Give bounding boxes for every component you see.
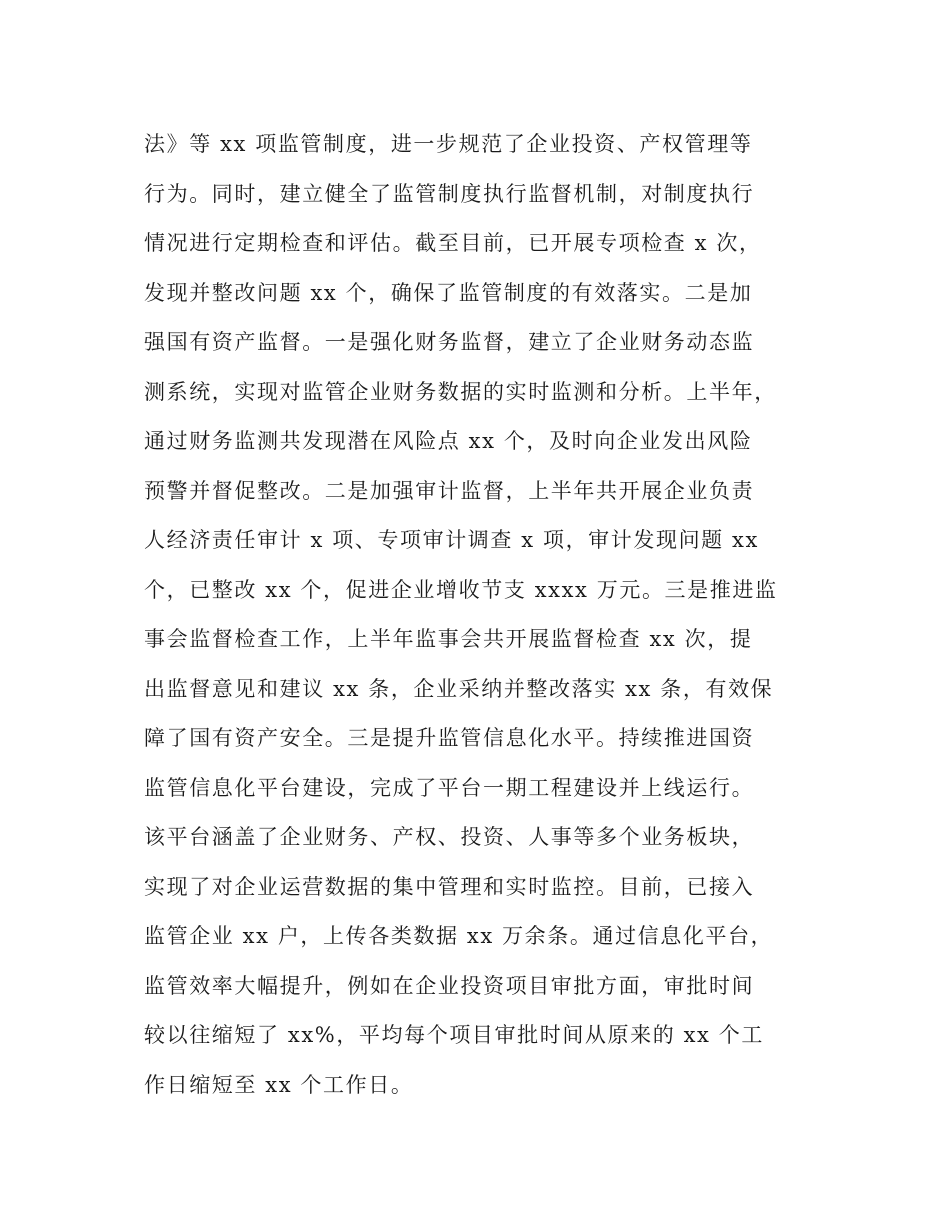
text-line: 出监督意见和建议 xx 条，企业采纳并整改落实 xx 条，有效保 bbox=[144, 676, 774, 701]
text-line: 预警并督促整改。二是加强审计监督，上半年共开展企业负责 bbox=[144, 478, 755, 503]
text-line: 事会监督检查工作，上半年监事会共开展监督检查 xx 次，提 bbox=[144, 627, 753, 651]
text-line: 发现并整改问题 xx 个，确保了监管制度的有效落实。二是加 bbox=[144, 280, 753, 305]
text-line: 监管信息化平台建设，完成了平台一期工程建设并上线运行。 bbox=[144, 775, 755, 800]
text-line: 实现了对企业运营数据的集中管理和实时监控。目前，已接入 bbox=[144, 874, 755, 899]
text-line: 人经济责任审计 x 项、专项审计调查 x 项，审计发现问题 xx bbox=[144, 528, 759, 552]
text-line: 监管效率大幅提升，例如在企业投资项目审批方面，审批时间 bbox=[144, 973, 755, 998]
text-line: 行为。同时，建立健全了监管制度执行监督机制，对制度执行 bbox=[144, 181, 755, 206]
text-line: 监管企业 xx 户，上传各类数据 xx 万余条。通过信息化平台， bbox=[144, 924, 774, 948]
text-line: 法》等 xx 项监管制度，进一步规范了企业投资、产权管理等 bbox=[144, 132, 753, 156]
text-line: 测系统，实现对监管企业财务数据的实时监测和分析。上半年， bbox=[144, 379, 777, 404]
text-line: 较以往缩短了 xx%，平均每个项目审批时间从原来的 xx 个工 bbox=[144, 1023, 764, 1047]
text-line: 障了国有资产安全。三是提升监管信息化水平。持续推进国资 bbox=[144, 726, 755, 750]
text-line: 该平台涵盖了企业财务、产权、投资、人事等多个业务板块， bbox=[144, 825, 755, 849]
text-line: 情况进行定期检查和评估。截至目前，已开展专项检查 x 次， bbox=[144, 231, 762, 255]
text-line: 通过财务监测共发现潜在风险点 xx 个，及时向企业发出风险 bbox=[144, 429, 753, 453]
text-line: 作日缩短至 xx 个工作日。 bbox=[144, 1072, 414, 1097]
text-line: 个，已整改 xx 个，促进企业增收节支 xxxx 万元。三是推进监 bbox=[144, 577, 778, 602]
text-line: 强国有资产监督。一是强化财务监督，建立了企业财务动态监 bbox=[144, 330, 755, 354]
body-text bbox=[144, 124, 844, 1114]
